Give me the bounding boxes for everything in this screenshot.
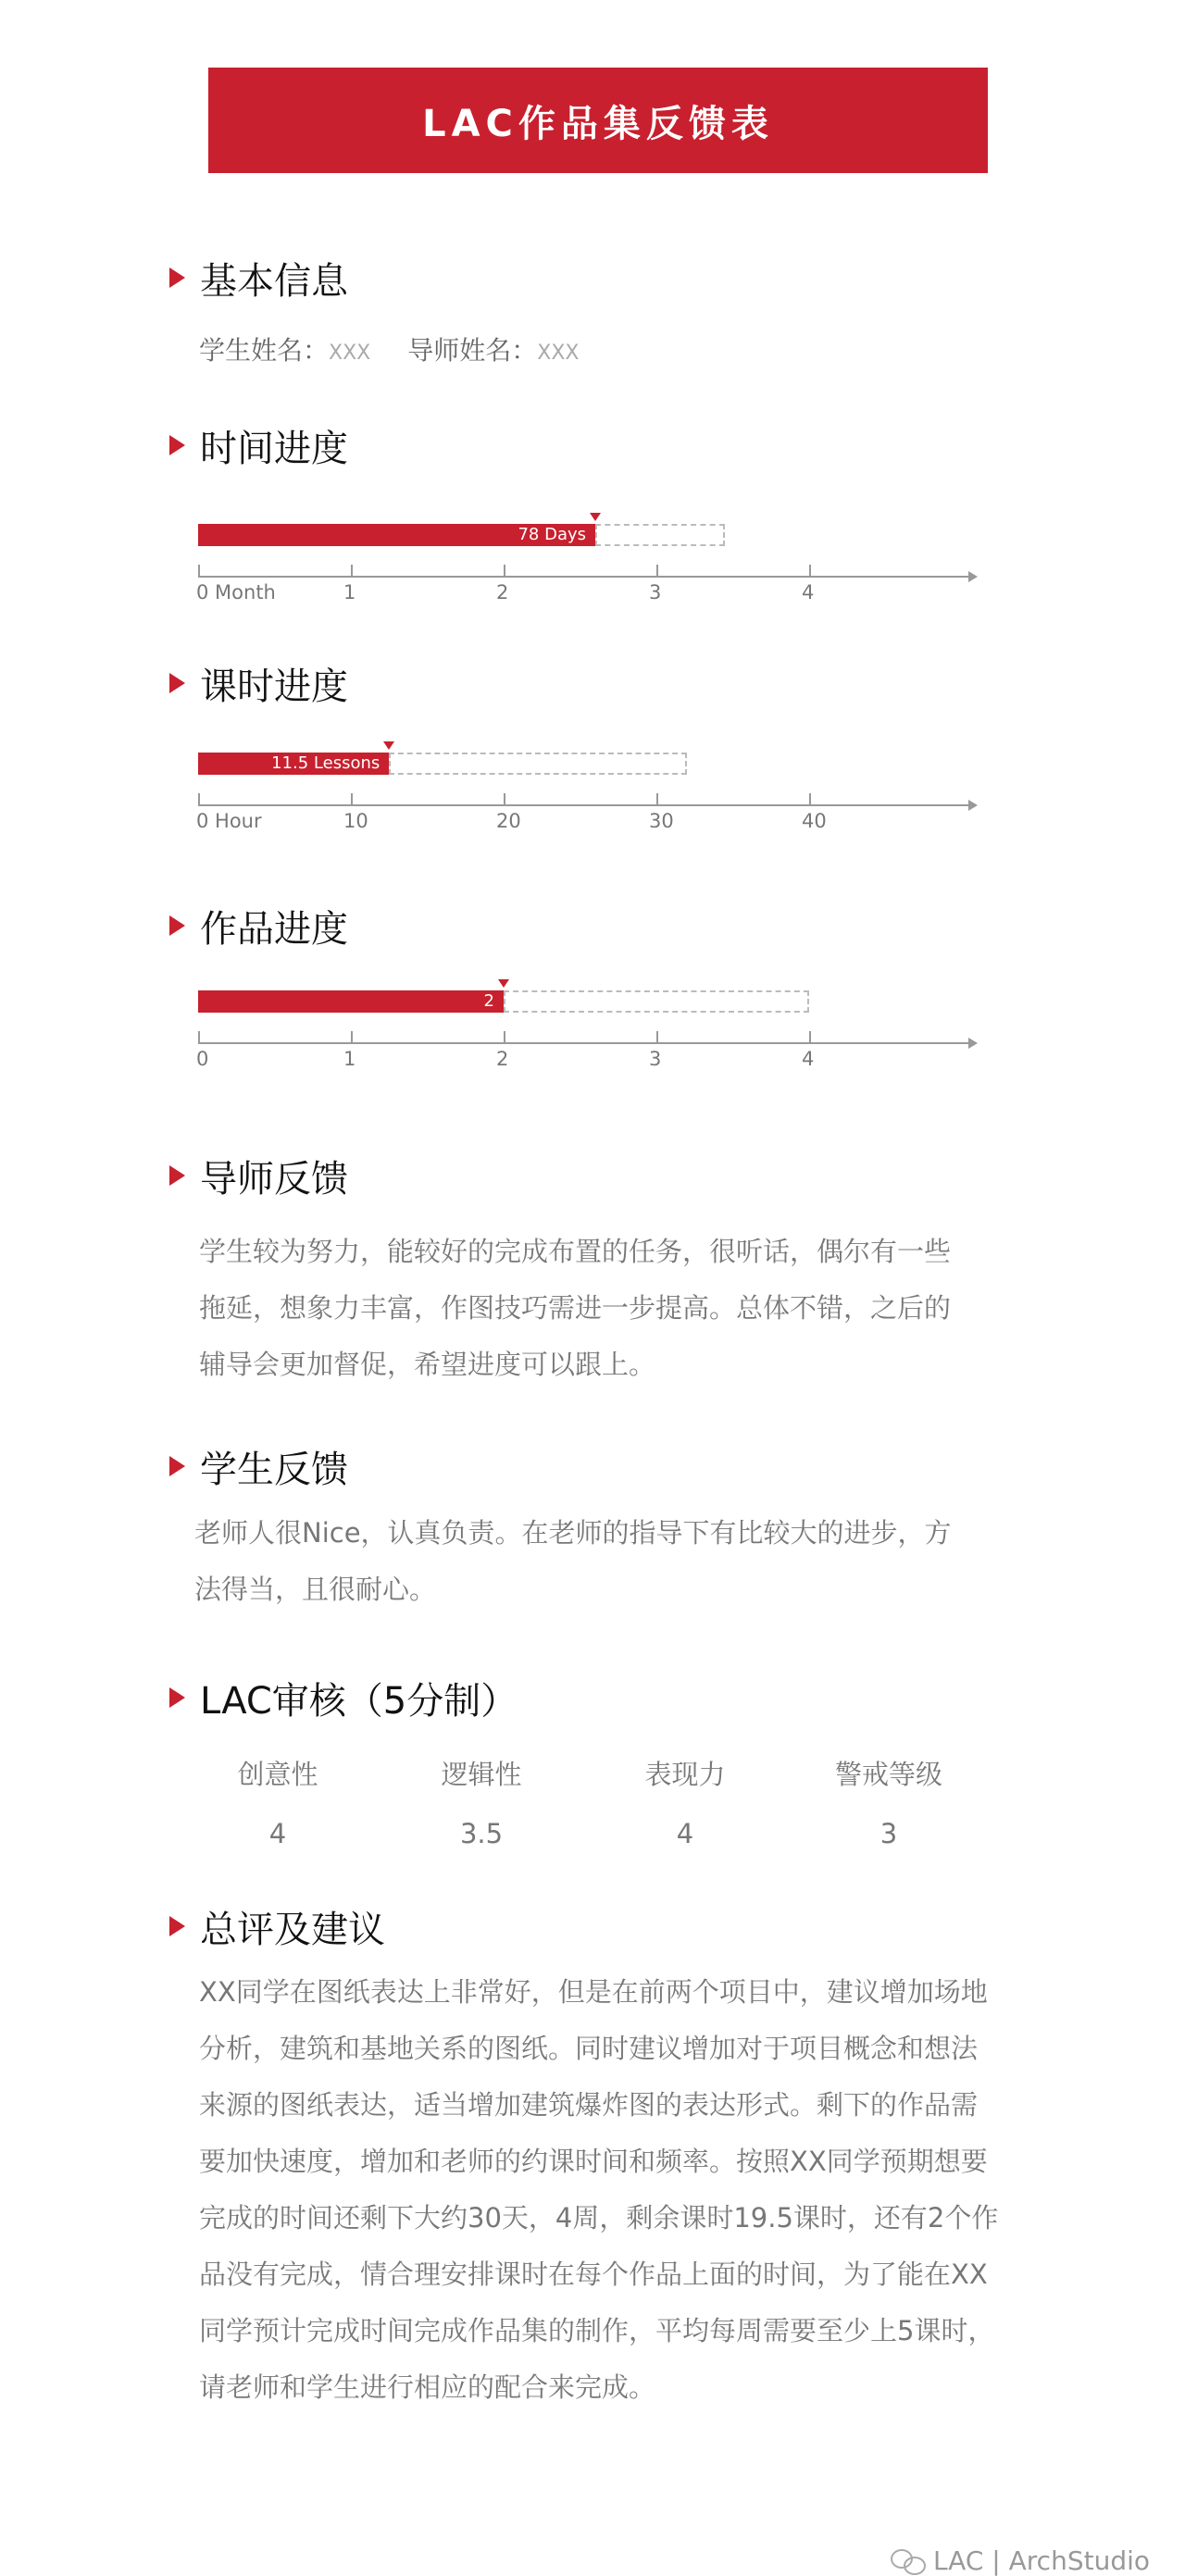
student-name: 学生姓名：XXX (199, 335, 371, 366)
section-title-review: LAC审核（5分制） (169, 1672, 518, 1724)
axis-tick-label: 3 (649, 1048, 662, 1070)
title-banner (208, 68, 988, 173)
section-title-mentor-feedback: 导师反馈 (169, 1150, 348, 1201)
axis-tick (351, 1031, 353, 1042)
axis-tick (656, 793, 658, 804)
axis-tick-label: 2 (496, 1048, 509, 1070)
axis-arrow-icon (968, 571, 978, 582)
summary-text: XX同学在图纸表达上非常好，但是在前两个项目中，建议增加场地 分析，建筑和基地关系的图纸。同时建议增加对于项目概念和想法 来源的图纸表达，适当增加建筑爆炸图的表达形式。剩下的作品需 要加快速度，增加和老师的约课时间和频率。按照XX同学预期想要 完成的时间还剩下大约30天，4周，剩余课时19.5课时，还有2个作 品没有完成，情合理安排课时在每个作品上面的时间，为了能在XX 同学预计完成时间完成作品集的制作，平均每周需要至少上5课时， 请老师和学生进行相应的配合来完成。 (199, 1976, 999, 2403)
target-bar (389, 753, 687, 775)
section-title-works: 作品进度 (169, 900, 348, 952)
triangle-bullet-icon (169, 673, 185, 693)
axis-tick (809, 793, 811, 804)
axis-tick-label: 4 (802, 1048, 815, 1070)
page-title: LAC作品集反馈表 (422, 102, 774, 145)
section-title-time: 时间进度 (169, 419, 348, 471)
axis-tick (198, 793, 200, 804)
target-bar (504, 990, 809, 1013)
basic-info-row (199, 330, 579, 367)
axis-tick-label: 40 (802, 810, 827, 832)
axis-tick (809, 565, 811, 576)
triangle-bullet-icon (169, 915, 185, 936)
axis-tick-label: 30 (649, 810, 674, 832)
axis-tick (504, 565, 505, 576)
axis-tick-label: 0 Month (196, 581, 276, 604)
score-label: 逻辑性 (441, 1759, 522, 1790)
score-value: 3.5 (459, 1818, 504, 1849)
axis-tick-label: 3 (649, 581, 662, 604)
axis-tick (198, 565, 200, 576)
axis-tick-label: 2 (496, 581, 509, 604)
axis-tick-label: 0 Hour (196, 810, 262, 832)
score-value: 4 (676, 1818, 694, 1849)
axis-tick-label: 20 (496, 810, 521, 832)
triangle-bullet-icon (169, 435, 185, 455)
axis-tick-label: 4 (802, 581, 815, 604)
axis-tick (351, 565, 353, 576)
axis-tick (656, 565, 658, 576)
footer-watermark: LAC | ArchStudio (891, 2545, 1150, 2576)
axis-tick-label: 1 (343, 1048, 356, 1070)
progress-bar-label: 78 Days (518, 525, 586, 544)
triangle-bullet-icon (169, 1165, 185, 1186)
triangle-bullet-icon (169, 268, 185, 288)
progress-marker-icon (498, 979, 509, 988)
mentor-name: 导师姓名：XXX (407, 335, 580, 366)
mentor-feedback-text: 学生较为努力，能较好的完成布置的任务，很听话，偶尔有一些 拖延，想象力丰富，作图技巧需进一步提高。总体不错，之后的 辅导会更加督促，希望进度可以跟上。 (199, 1236, 952, 1380)
axis-line (198, 1042, 972, 1044)
axis-line (198, 804, 972, 806)
score-value: 3 (879, 1818, 898, 1849)
score-label: 表现力 (644, 1759, 726, 1790)
triangle-bullet-icon (169, 1456, 185, 1476)
wechat-icon (891, 2547, 926, 2575)
section-title-basic: 基本信息 (169, 252, 348, 304)
section-title-summary: 总评及建议 (169, 1900, 385, 1952)
axis-tick (504, 793, 505, 804)
axis-tick (351, 793, 353, 804)
section-title-student-feedback: 学生反馈 (169, 1440, 348, 1492)
axis-tick (504, 1031, 505, 1042)
axis-arrow-icon (968, 800, 978, 811)
score-label: 创意性 (237, 1759, 318, 1790)
score-label: 警戒等级 (834, 1759, 942, 1790)
triangle-bullet-icon (169, 1916, 185, 1936)
section-title-lessons: 课时进度 (169, 657, 348, 709)
progress-marker-icon (590, 513, 601, 521)
axis-tick-label: 0 (196, 1048, 209, 1070)
student-feedback-text: 老师人很Nice，认真负责。在老师的指导下有比较大的进步，方 法得当，且很耐心。 (194, 1517, 952, 1605)
axis-tick (198, 1031, 200, 1042)
progress-bar-label: 11.5 Lessons (271, 753, 380, 773)
axis-line (198, 576, 972, 578)
axis-tick-label: 1 (343, 581, 356, 604)
progress-bar-label: 2 (483, 991, 494, 1011)
target-bar (595, 524, 725, 546)
progress-marker-icon (383, 741, 394, 750)
score-value: 4 (268, 1818, 287, 1849)
triangle-bullet-icon (169, 1687, 185, 1708)
axis-tick (809, 1031, 811, 1042)
axis-arrow-icon (968, 1038, 978, 1049)
axis-tick-label: 10 (343, 810, 368, 832)
axis-tick (656, 1031, 658, 1042)
